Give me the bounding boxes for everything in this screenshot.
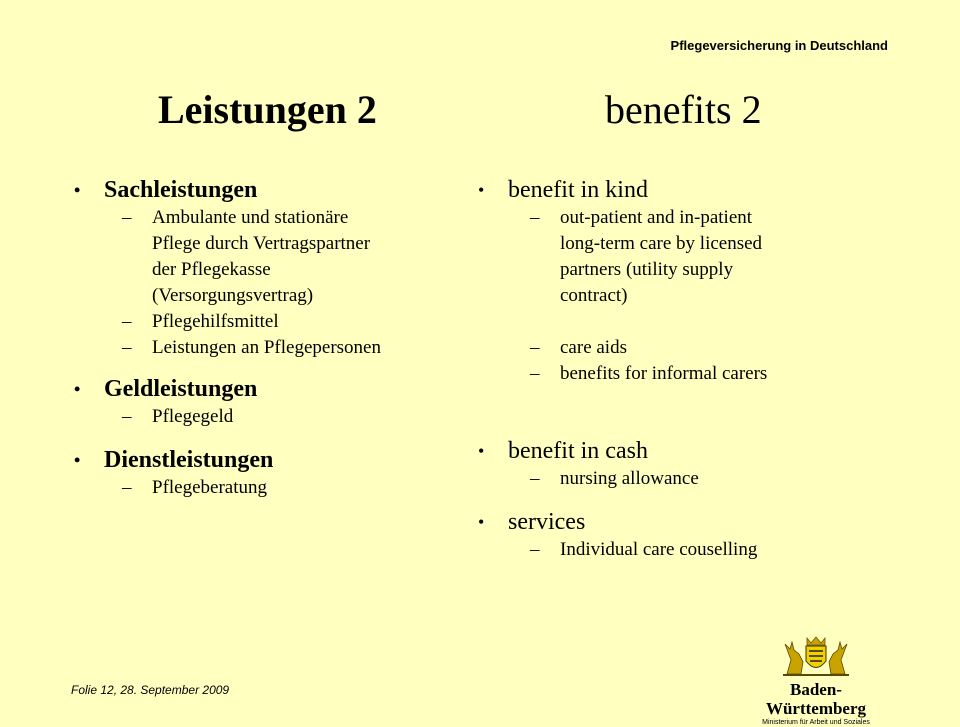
bullet-heading: benefit in cash: [508, 438, 648, 464]
bullet-services: [478, 508, 908, 537]
sub-item-text: long-term care by licensed: [560, 233, 763, 254]
sub-item: [74, 335, 494, 361]
logo-ministry-name: Ministerium für Arbeit und Soziales: [762, 719, 870, 726]
coat-of-arms-icon: [775, 634, 857, 678]
sub-item-continuation: [74, 257, 494, 283]
bullet-icon: •: [478, 512, 485, 532]
sub-item-text: Pflegegeld: [152, 406, 234, 427]
dash-icon: –: [122, 406, 132, 427]
sub-item-text: Pflege durch Vertragspartner: [152, 233, 371, 254]
bullet-icon: •: [74, 379, 81, 399]
left-column: [74, 176, 494, 501]
sub-item-continuation: [74, 231, 494, 257]
dash-icon: –: [122, 477, 132, 498]
sub-item-continuation: [478, 257, 908, 283]
dash-icon: –: [530, 539, 540, 560]
logo-state-name: Baden-Württemberg: [765, 680, 867, 718]
sub-item-text: (Versorgungsvertrag): [152, 285, 314, 306]
sub-item-text: partners (utility supply: [560, 259, 734, 280]
sub-item-text: contract): [560, 285, 628, 306]
sub-item-text: Pflegeberatung: [152, 477, 268, 498]
bullet-icon: •: [74, 180, 81, 200]
sub-item-text: Individual care couselling: [560, 539, 758, 560]
sub-item-continuation: [478, 231, 908, 257]
bullet-sachleistungen: [74, 176, 494, 205]
sub-item-text: der Pflegekasse: [152, 259, 271, 280]
bullet-geldleistungen: [74, 375, 494, 404]
dash-icon: –: [530, 468, 540, 489]
sub-item: [478, 205, 908, 231]
dash-icon: –: [122, 311, 132, 332]
sub-item: [478, 537, 908, 563]
bullet-heading: services: [508, 509, 586, 535]
dash-icon: –: [530, 337, 540, 358]
header-title: Pflegeversicherung in Deutschland: [670, 38, 888, 53]
slide-title-german: Leistungen 2: [158, 87, 377, 132]
footer-slide-info: Folie 12, 28. September 2009: [71, 683, 230, 697]
sub-item-text: Ambulante und stationäre: [152, 207, 349, 228]
dash-icon: –: [530, 363, 540, 384]
sub-item: [74, 309, 494, 335]
sub-item: [478, 466, 908, 492]
bullet-heading: Sachleistungen: [104, 177, 258, 203]
sub-item: [74, 475, 494, 501]
sub-item-continuation: [478, 283, 908, 309]
sub-item-text: benefits for informal carers: [560, 363, 768, 384]
bullet-heading: Geldleistungen: [104, 376, 258, 402]
bullet-icon: •: [74, 450, 81, 470]
right-column: [478, 176, 908, 563]
bullet-benefit-in-kind: [478, 176, 908, 205]
sub-item-text: Leistungen an Pflegepersonen: [152, 337, 381, 358]
dash-icon: –: [122, 337, 132, 358]
bullet-icon: •: [478, 180, 485, 200]
dash-icon: –: [530, 207, 540, 228]
bullet-heading: Dienstleistungen: [104, 447, 274, 473]
dash-icon: –: [122, 207, 132, 228]
bullet-icon: •: [478, 441, 485, 461]
sub-item: [478, 361, 908, 387]
bullet-dienstleistungen: [74, 446, 494, 475]
bullet-benefit-in-cash: [478, 437, 908, 466]
slide-title-english: benefits 2: [605, 87, 762, 132]
sub-item-text: care aids: [560, 337, 627, 358]
sub-item: [478, 335, 908, 361]
sub-item-text: out-patient and in-patient: [560, 207, 753, 228]
sub-item-text: nursing allowance: [560, 468, 699, 489]
bullet-heading: benefit in kind: [508, 177, 648, 203]
logo-baden-wuerttemberg: [742, 634, 890, 727]
sub-item-text: Pflegehilfsmittel: [152, 311, 279, 332]
sub-item: [74, 205, 494, 231]
sub-item: [74, 404, 494, 430]
sub-item-continuation: [74, 283, 494, 309]
